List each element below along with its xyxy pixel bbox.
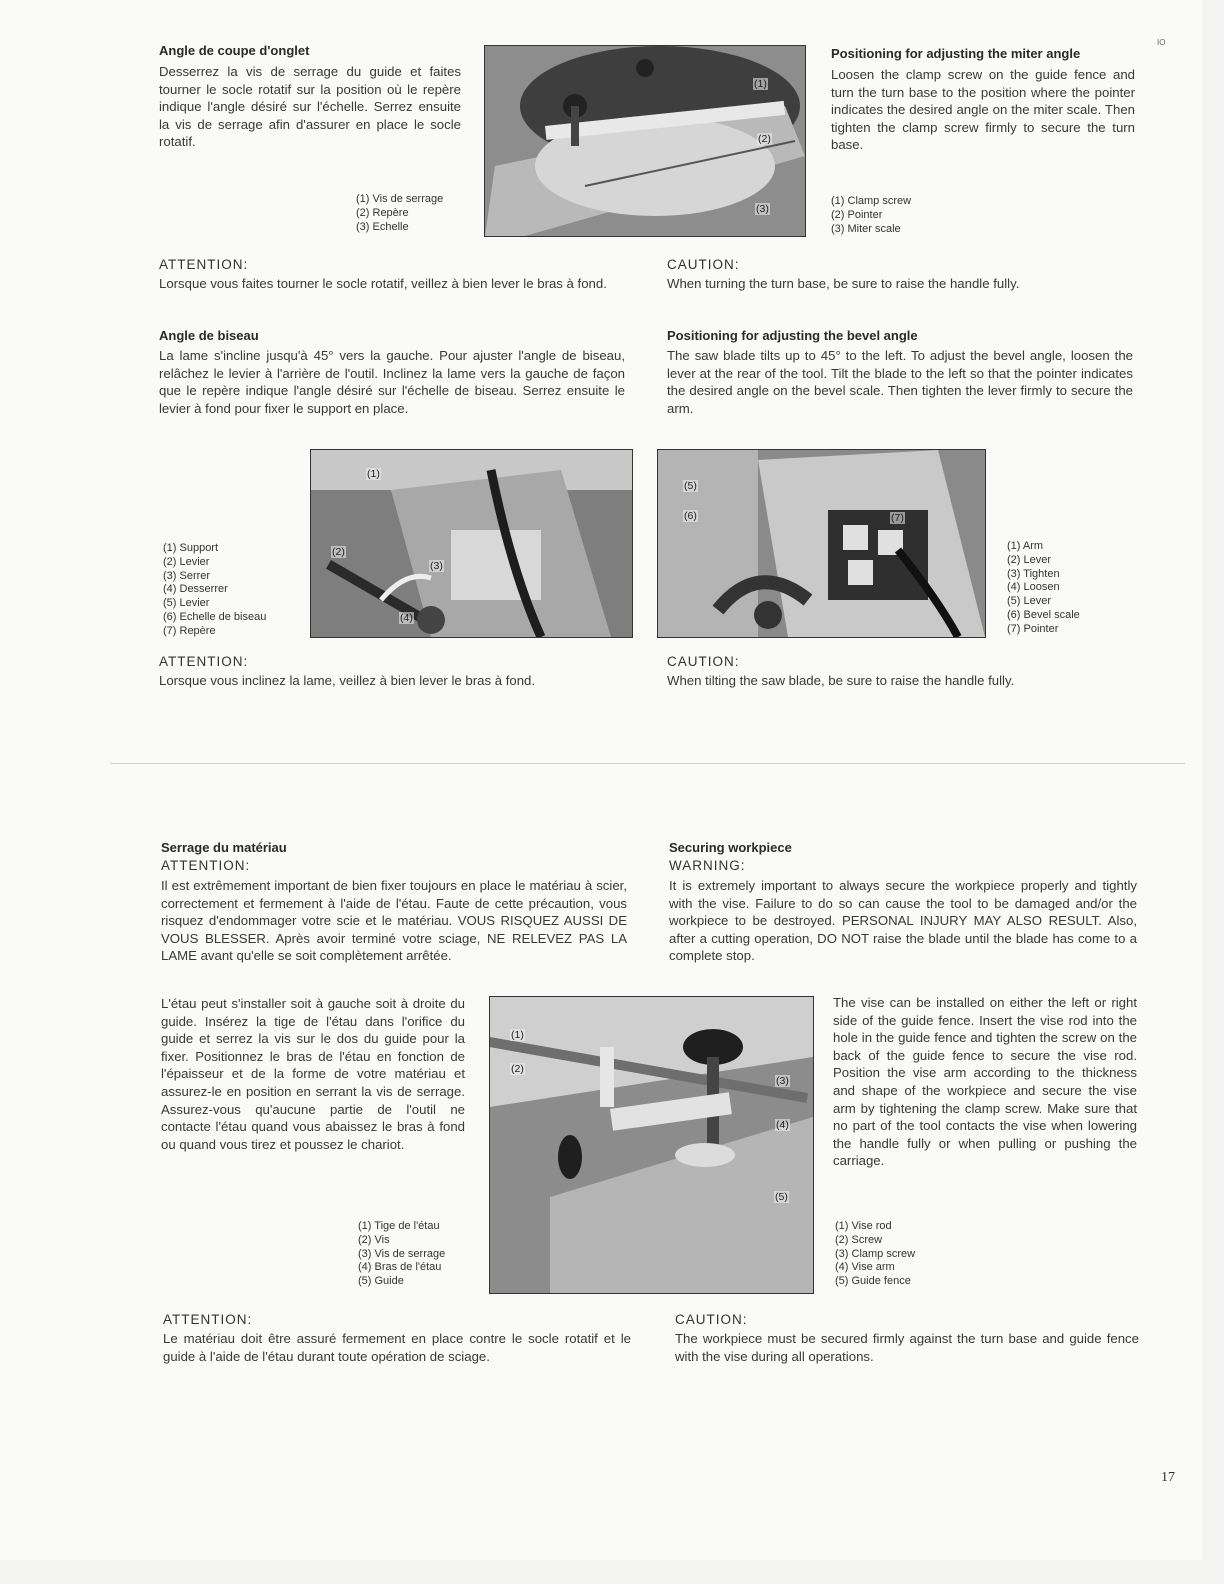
miter-callout-1: (1) — [754, 78, 767, 90]
bevel-fr-caption: (1) Support (2) Levier (3) Serrer (4) Desserrer (5) Levier (6) Echelle de biseau (7) Repère — [163, 542, 267, 637]
bevel-en-caution-label: CAUTION: — [667, 654, 740, 669]
vise-callout-2: (2) — [511, 1063, 524, 1075]
miter-en-text: Loosen the clamp screw on the guide fence and turn the turn base to the position where the pointer indicates the desired angle on the miter scale. Then tighten the clamp screw firmly to secure the turn base. — [831, 67, 1135, 153]
bevel-right-callout-7: (7) — [891, 512, 904, 524]
workpiece-en-warning-label: WARNING: — [669, 858, 746, 873]
bevel-right-callout-5: (5) — [684, 480, 697, 492]
corner-mark: IO — [1157, 38, 1166, 47]
miter-callout-3: (3) — [756, 203, 769, 215]
miter-fr-attention-label: ATTENTION: — [159, 257, 249, 272]
vise-callout-4: (4) — [776, 1119, 789, 1131]
bevel-left-callout-1: (1) — [367, 468, 380, 480]
miter-photo — [484, 45, 806, 237]
bevel-en-caution-text: When tilting the saw blade, be sure to raise the handle fully. — [667, 673, 1015, 688]
miter-fr-attention-text: Lorsque vous faites tourner le socle rotatif, veillez à bien lever le bras à fond. — [159, 276, 607, 291]
bevel-fr-attention-label: ATTENTION: — [159, 654, 249, 669]
bevel-left-callout-4: (4) — [400, 612, 413, 624]
miter-en-title: Positioning for adjusting the miter angle — [831, 46, 1081, 61]
vise-callout-3: (3) — [776, 1075, 789, 1087]
miter-fr-text: Desserrez la vis de serrage du guide et faites tourner le socle rotatif sur la position où le repère indique l'angle désiré sur l'échelle. Serrez ensuite la vis de serrage afin d'assurer en place le socle rotatif. — [159, 64, 461, 150]
bevel-en-text: The saw blade tilts up to 45° to the left. To adjust the bevel angle, loosen the lever at the rear of the tool. Tilt the blade to the left so that the pointer indicates the desired angle on the bevel scale. Then tighten the lever firmly to secure the arm. — [667, 348, 1133, 416]
vise-callout-1: (1) — [511, 1029, 524, 1041]
workpiece-fr-attention-label: ATTENTION: — [161, 858, 251, 873]
miter-callout-2: (2) — [758, 133, 771, 145]
bevel-right-callout-6: (6) — [684, 510, 697, 522]
miter-fr-caption: (1) Vis de serrage (2) Repère (3) Echelle — [356, 193, 444, 233]
vise-illustration — [490, 997, 813, 1293]
vise-callout-5: (5) — [775, 1191, 788, 1203]
workpiece-en-title: Securing workpiece — [669, 840, 792, 855]
bevel-photo-right — [657, 449, 986, 638]
bevel-scale-illustration — [658, 450, 985, 637]
workpiece-fr-title: Serrage du matériau — [161, 840, 287, 855]
workpiece-en-warning-text: It is extremely important to always secure the workpiece properly and tightly with the vise. Failure to do so can cause the tool to be damaged and/or the workpiece to be destroyed. PERSONAL INJURY MAY ALSO RESULT. Also, after a cutting operation, DO NOT raise the blade until the blade has come to a complete stop. — [669, 878, 1137, 964]
section-divider — [110, 763, 1185, 764]
bevel-fr-text: La lame s'incline jusqu'à 45° vers la gauche. Pour ajuster l'angle de biseau, relâchez le levier à l'arrière de l'outil. Inclinez la lame vers la gauche de façon que le repère indique l'angle désiré sur l'échelle de biseau. Serrez ensuite le levier à fond pour fixer le support en place. — [159, 348, 625, 416]
vise-photo — [489, 996, 814, 1294]
bevel-photo-left — [310, 449, 633, 638]
bevel-en-title: Positioning for adjusting the bevel angle — [667, 328, 918, 343]
bevel-left-callout-3: (3) — [430, 560, 443, 572]
bevel-left-callout-2: (2) — [332, 546, 345, 558]
workpiece-fr-attention2-text: Le matériau doit être assuré fermement en place contre le socle rotatif et le guide à l'aide de l'étau durant toute opération de sciage. — [163, 1331, 631, 1364]
bevel-fr-attention-text: Lorsque vous inclinez la lame, veillez à bien lever le bras à fond. — [159, 673, 536, 688]
bevel-fr-title: Angle de biseau — [159, 328, 259, 343]
miter-en-caution-text: When turning the turn base, be sure to raise the handle fully. — [667, 276, 1020, 291]
workpiece-fr-attention-text: Il est extrêmement important de bien fixer toujours en place le matériau à scier, correctement et fermement à l'aide de l'étau. Faute de cette précaution, vous risquez d'endommager votre scie et le matériau. VOUS RISQUEZ AUSSI DE VOUS BLESSER. Après avoir terminé votre sciage, NE RELEVEZ PAS LA LAME avant qu'elle se soit complètement arrêtée. — [161, 878, 627, 964]
workpiece-en-text: The vise can be installed on either the left or right side of the guide fence. Insert the vise rod into the hole in the guide fence and tighten the screw on the back of the guide fence to secure the vise rod. Position the vise arm according to the thickness and shape of the workpiece and secure the vise arm by tightening the clamp screw. Make sure that no part of the tool contacts the vise when lowering the handle fully or when pulling or pushing the carriage. — [833, 995, 1137, 1169]
workpiece-fr-caption: (1) Tige de l'étau (2) Vis (3) Vis de serrage (4) Bras de l'étau (5) Guide — [358, 1220, 446, 1288]
workpiece-fr-attention2-label: ATTENTION: — [163, 1312, 253, 1327]
miter-fr-title: Angle de coupe d'onglet — [159, 43, 310, 58]
miter-en-caption: (1) Clamp screw (2) Pointer (3) Miter scale — [831, 195, 912, 235]
page-number: 17 — [1161, 1470, 1175, 1485]
bevel-lever-illustration — [311, 450, 632, 637]
workpiece-fr-text: L'étau peut s'installer soit à gauche soit à droite du guide. Insérez la tige de l'étau dans l'orifice du guide et serrez la vis sur le dos du guide pour la fixer. Positionnez le bras de l'étau en fonction de l'épaisseur et de la forme de votre matériau et assurez-le en position en serrant la vis de serrage. Assurez-vous qu'aucune partie de l'outil ne contacte l'étau quand vous abaissez le bras à fond ou quand vous tirez et poussez le chariot. — [161, 996, 465, 1152]
workpiece-en-caution-label: CAUTION: — [675, 1312, 748, 1327]
workpiece-en-caution-text: The workpiece must be secured firmly against the turn base and guide fence with the vise during all operations. — [675, 1331, 1139, 1364]
workpiece-en-caption: (1) Vise rod (2) Screw (3) Clamp screw (4) Vise arm (5) Guide fence — [835, 1220, 916, 1288]
bevel-en-caption: (1) Arm (2) Lever (3) Tighten (4) Loosen (5) Lever (6) Bevel scale (7) Pointer — [1007, 540, 1080, 635]
miter-en-caution-label: CAUTION: — [667, 257, 740, 272]
